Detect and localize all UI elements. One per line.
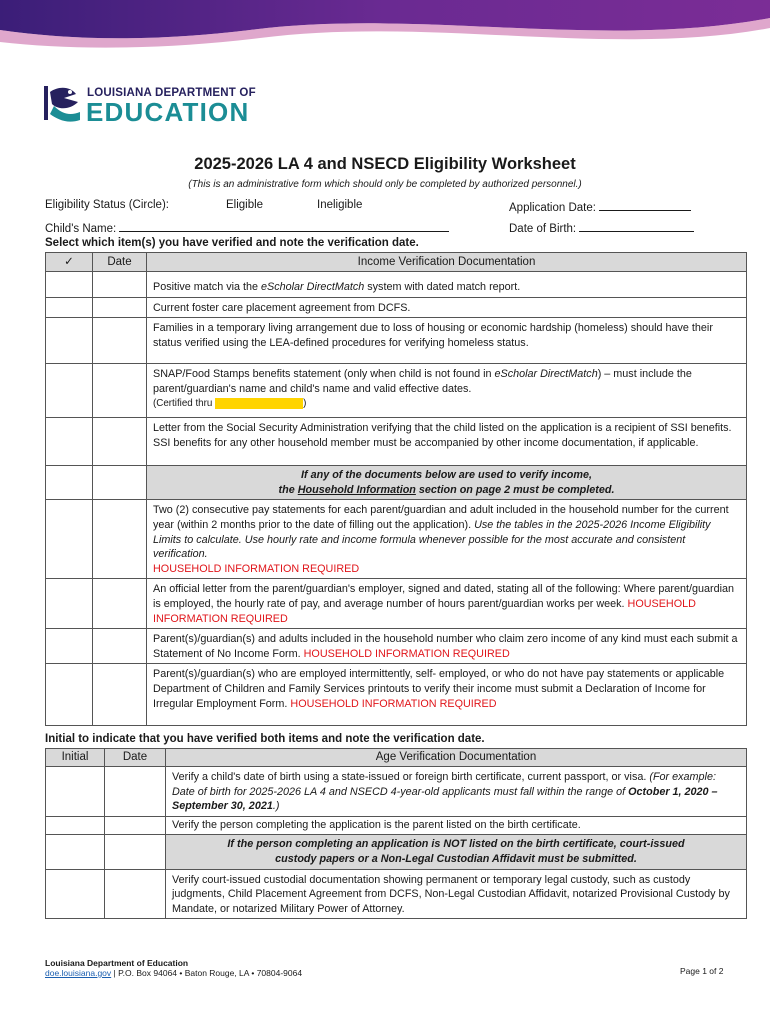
ineligible-option[interactable]: Ineligible <box>317 199 363 211</box>
income-instruction: Select which item(s) you have verified and note the verification date. <box>45 237 419 249</box>
initial-cell[interactable] <box>46 816 105 835</box>
eligible-option[interactable]: Eligible <box>226 199 264 211</box>
lde-logo <box>40 80 270 130</box>
check-cell[interactable] <box>46 500 93 579</box>
age-instruction: Initial to indicate that you have verified both items and note the verification date. <box>45 733 485 745</box>
doc-ssi: Letter from the Social Security Administration verifying that the child listed on the application is a recipient of SSI benefits. SSI benefits for any other household member must be accompanied by other income documentation, if applicable. <box>147 418 747 466</box>
household-required-label: HOUSEHOLD INFORMATION REQUIRED <box>153 562 360 575</box>
application-date-field[interactable] <box>509 199 691 214</box>
page-title: 2025-2026 LA 4 and NSECD Eligibility Worksheet <box>194 155 576 173</box>
check-cell[interactable] <box>46 579 93 629</box>
col-initial: Initial <box>46 749 105 767</box>
logo-line2: EDUCATION <box>86 97 250 127</box>
col-documentation: Age Verification Documentation <box>166 749 747 767</box>
doc-snap: SNAP/Food Stamps benefits statement (only when child is not found in eScholar DirectMatch) – must include the parent/guardian's name and child's name and valid effective dates. (Certified thru ) <box>147 364 747 418</box>
custody-notice: If the person completing an application is NOT listed on the birth certificate, court-issued custody papers or a Non-Legal Custodian Affidavit must be submitted. <box>166 835 747 869</box>
page-number: Page 1 of 2 <box>680 966 724 976</box>
doc-employer-letter: An official letter from the parent/guardian's employer, signed and dated, stating all of the following: Where parent/guardian is employed, the hourly rate of pay, and average number of hours parent/guardian works per week. HOUSEHOLD INFORMATION REQUIRED <box>147 579 747 629</box>
initial-cell[interactable] <box>46 835 105 869</box>
initial-cell[interactable] <box>46 869 105 919</box>
date-cell[interactable] <box>105 835 166 869</box>
header-wave-banner <box>0 0 770 62</box>
dob-field[interactable] <box>509 220 694 235</box>
eligibility-label: Eligibility Status (Circle): <box>45 199 169 211</box>
col-date: Date <box>93 253 147 272</box>
date-cell[interactable] <box>93 272 147 298</box>
doc-pay-statements: Two (2) consecutive pay statements for each parent/guardian and adult included in the household number for the current year (within 2 months prior to the date of filling out the application). Use the tables in the 2025-2026 Income Eligibility Limits to calculate. Use hourly rate and income formula whenever possible for the most accurate and consistent verification. HOUSEHOLD INFORMATION REQUIRED <box>147 500 747 579</box>
child-name-field[interactable] <box>45 220 449 235</box>
date-cell[interactable] <box>93 418 147 466</box>
date-cell[interactable] <box>93 466 147 500</box>
check-cell[interactable] <box>46 664 93 726</box>
date-cell[interactable] <box>93 318 147 364</box>
doc-parent-verification: Verify the person completing the application is the parent listed on the birth certificate. <box>166 816 747 835</box>
check-cell[interactable] <box>46 629 93 664</box>
date-cell[interactable] <box>93 579 147 629</box>
logo-line1: LOUISIANA DEPARTMENT OF <box>87 87 256 99</box>
col-date: Date <box>105 749 166 767</box>
check-cell[interactable] <box>46 418 93 466</box>
date-cell[interactable] <box>93 500 147 579</box>
col-documentation: Income Verification Documentation <box>147 253 747 272</box>
doc-homeless: Families in a temporary living arrangement due to loss of housing or economic hardship (homeless) should have their status verified using the LEA-defined procedures for verifying homeless status. <box>147 318 747 364</box>
doc-foster-care: Current foster care placement agreement from DCFS. <box>147 297 747 318</box>
page-subtitle: (This is an administrative form which should only be completed by authorized personnel.) <box>188 179 582 190</box>
date-cell[interactable] <box>93 364 147 418</box>
pelican-icon <box>40 80 84 126</box>
income-verification-table <box>45 252 747 726</box>
age-verification-table <box>45 748 747 919</box>
check-cell[interactable] <box>46 297 93 318</box>
initial-cell[interactable] <box>46 767 105 817</box>
doc-directmatch: Positive match via the eScholar DirectMatch system with dated match report. <box>147 272 747 298</box>
date-cell[interactable] <box>105 816 166 835</box>
check-cell[interactable] <box>46 364 93 418</box>
footer-org: Louisiana Department of Education <box>45 958 189 968</box>
col-check: ✓ <box>46 253 93 272</box>
date-cell[interactable] <box>93 629 147 664</box>
child-name-label: Child's Name: <box>45 223 117 235</box>
household-notice: If any of the documents below are used to verify income, the Household Information section on page 2 must be completed. <box>147 466 747 500</box>
date-cell[interactable] <box>93 664 147 726</box>
certified-thru-field[interactable] <box>215 398 303 409</box>
check-cell[interactable] <box>46 466 93 500</box>
date-cell[interactable] <box>93 297 147 318</box>
doc-custody: Verify court-issued custodial documentation showing permanent or temporary legal custody, such as custody judgments, Child Placement Agreement from DCFS, Non-Legal Custodian Affidavit, notarized Provisional Custody by Mandate, or notarized Military Power of Attorney. <box>166 869 747 919</box>
doc-birth-certificate: Verify a child's date of birth using a state-issued or foreign birth certificate, current passport, or visa. (For example: Date of birth for 2025-2026 LA 4 and NSECD 4-year-old applicants must fall within the range of October 1, 2020 – September 30, 2021.) <box>166 767 747 817</box>
footer-address: doe.louisiana.gov | P.O. Box 94064 • Baton Rouge, LA • 70804-9064 <box>45 968 303 978</box>
check-cell[interactable] <box>46 272 93 298</box>
date-cell[interactable] <box>105 869 166 919</box>
application-date-label: Application Date: <box>509 202 596 214</box>
doc-irregular-employment: Parent(s)/guardian(s) who are employed intermittently, self- employed, or who do not have pay statements or applicable Department of Children and Family Services printouts to verify their income must submit a Declaration of Income for Irregular Employment Form. HOUSEHOLD INFORMATION REQUIRED <box>147 664 747 726</box>
doc-no-income: Parent(s)/guardian(s) and adults included in the household number who claim zero income of any kind must each submit a Statement of No Income Form. HOUSEHOLD INFORMATION REQUIRED <box>147 629 747 664</box>
date-cell[interactable] <box>105 767 166 817</box>
dob-label: Date of Birth: <box>509 223 577 235</box>
footer-link[interactable]: doe.louisiana.gov <box>45 968 112 978</box>
check-cell[interactable] <box>46 318 93 364</box>
